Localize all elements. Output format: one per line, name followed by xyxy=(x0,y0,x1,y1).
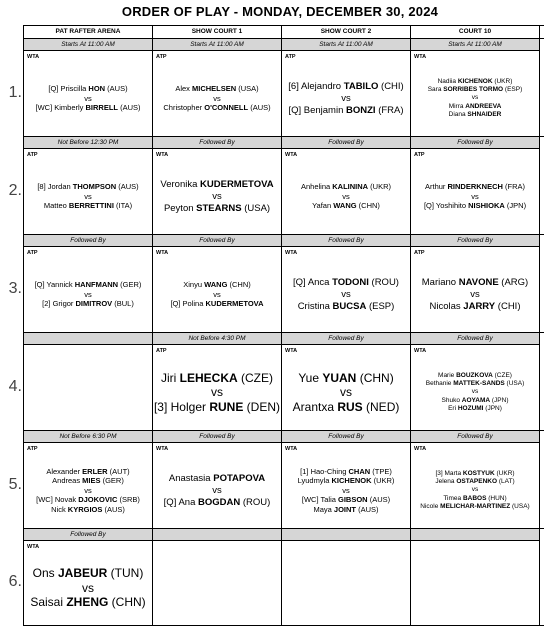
match-players xyxy=(411,159,539,234)
tour-label: ATP xyxy=(27,446,38,452)
player-name: Lyudmyla KICHENOK (UKR) xyxy=(297,476,395,486)
match-cell xyxy=(24,529,153,625)
tour-label: ATP xyxy=(27,152,38,158)
match-cell xyxy=(282,39,411,136)
tour-label: WTA xyxy=(156,250,169,256)
match-players xyxy=(153,355,281,430)
start-time-bar: Followed By xyxy=(411,235,539,247)
court-header-row xyxy=(24,26,544,38)
player-name: Arantxa RUS (NED) xyxy=(292,399,400,414)
start-time-bar: Starts At 11:00 AM xyxy=(411,39,539,51)
start-time-bar xyxy=(411,529,539,541)
vs-label: vs xyxy=(341,288,351,300)
tour-label: ATP xyxy=(156,348,167,354)
player-name: Alex MICHELSEN (USA) xyxy=(175,84,259,94)
player-name: Bethanie MATTEK-SANDS (USA) xyxy=(425,380,525,388)
court-header: PAT RAFTER ARENA xyxy=(24,26,153,38)
vs-label: vs xyxy=(212,190,222,202)
start-time-bar: Not Before 12:30 PM xyxy=(24,137,152,149)
start-time-bar: Starts At 11:00 AM xyxy=(153,39,281,51)
player-name: [2] Grigor DIMITROV (BUL) xyxy=(42,299,134,309)
start-time-bar: Followed By xyxy=(282,137,410,149)
match-cell xyxy=(282,137,411,234)
player-name: Matteo BERRETTINI (ITA) xyxy=(43,201,133,211)
tour-label: WTA xyxy=(285,152,298,158)
tour-label: WTA xyxy=(27,54,40,60)
schedule-row xyxy=(8,38,544,136)
tour-label: WTA xyxy=(27,544,40,550)
tour-label: ATP xyxy=(414,250,425,256)
player-name: [3] Marta KOSTYUK (UKR) xyxy=(435,469,515,477)
match-cell xyxy=(24,431,153,528)
empty-slot xyxy=(153,541,281,625)
player-name: Yue YUAN (CHN) xyxy=(298,370,394,385)
empty-slot xyxy=(282,541,410,625)
start-time-bar: Not Before 4:30 PM xyxy=(153,333,281,345)
player-name: Shuko AOYAMA (JPN) xyxy=(441,396,509,404)
start-time-bar xyxy=(282,529,410,541)
match-cell xyxy=(24,39,153,136)
player-name: [Q] Benjamin BONZI (FRA) xyxy=(288,104,404,116)
player-name: [Q] Anca TODONI (ROU) xyxy=(293,276,399,288)
match-cell xyxy=(153,431,282,528)
player-name: Andreas MIES (GER) xyxy=(52,476,124,486)
player-name: Nick KYRGIOS (AUS) xyxy=(51,504,125,514)
player-name: Anhelina KALININA (UKR) xyxy=(300,182,392,192)
player-name: Jiri LEHECKA (CZE) xyxy=(160,370,273,385)
vs-label: vs xyxy=(340,385,352,400)
match-players xyxy=(411,453,539,528)
tour-label: ATP xyxy=(414,152,425,158)
vs-label: vs xyxy=(84,191,92,201)
vs-label: vs xyxy=(84,485,92,495)
player-name: Maya JOINT (AUS) xyxy=(313,504,379,514)
tour-label: ATP xyxy=(27,250,38,256)
vs-label: vs xyxy=(342,485,350,495)
player-name: [Q] Polina KUDERMETOVA xyxy=(170,299,264,309)
player-name: [WC] Novak DJOKOVIC (SRB) xyxy=(36,495,140,505)
match-cell xyxy=(411,529,540,625)
player-name: Mirra ANDREEVA xyxy=(448,102,502,110)
player-name: Anastasia POTAPOVA xyxy=(168,472,266,484)
player-name: Ons JABEUR (TUN) xyxy=(32,566,144,581)
match-players xyxy=(411,355,539,430)
player-name: [WC] Kimberly BIRRELL (AUS) xyxy=(35,103,141,113)
match-players xyxy=(411,61,539,136)
court-header: SHOW COURT 2 xyxy=(282,26,411,38)
player-name: Saisai ZHENG (CHN) xyxy=(30,595,146,610)
match-cell xyxy=(411,39,540,136)
vs-label: vs xyxy=(471,486,479,494)
player-name: Xinyu WANG (CHN) xyxy=(183,280,251,290)
order-of-play-grid xyxy=(8,25,544,626)
tour-label: ATP xyxy=(156,54,167,60)
tour-label: WTA xyxy=(285,446,298,452)
match-players xyxy=(282,355,410,430)
tour-label: WTA xyxy=(156,152,169,158)
match-players xyxy=(282,61,410,136)
row-number: 3. xyxy=(8,279,22,297)
match-cell xyxy=(153,235,282,332)
schedule-row xyxy=(8,430,544,528)
match-players xyxy=(24,159,152,234)
empty-slot xyxy=(411,541,539,625)
player-name: Timea BABOS (HUN) xyxy=(443,494,507,502)
match-cell xyxy=(411,235,540,332)
vs-label: vs xyxy=(84,289,92,299)
player-name: Nicolas JARRY (CHI) xyxy=(429,300,521,312)
match-players xyxy=(153,257,281,332)
player-name: Diana SHNAIDER xyxy=(448,110,502,118)
tour-label: WTA xyxy=(285,250,298,256)
tour-label: WTA xyxy=(414,348,427,354)
tour-label: WTA xyxy=(414,54,427,60)
start-time-bar: Followed By xyxy=(24,235,152,247)
vs-label: vs xyxy=(342,191,350,201)
player-name: Jelena OSTAPENKO (LAT) xyxy=(435,478,515,486)
match-cell xyxy=(411,333,540,430)
player-name: Nicole MELICHAR-MARTINEZ (USA) xyxy=(420,502,530,510)
start-time-bar: Followed By xyxy=(282,333,410,345)
start-time-bar: Followed By xyxy=(282,235,410,247)
empty-slot xyxy=(24,345,152,430)
match-cell xyxy=(153,529,282,625)
player-name: [Q] Priscilla HON (AUS) xyxy=(48,84,128,94)
match-cell xyxy=(153,333,282,430)
start-time-bar: Followed By xyxy=(411,431,539,443)
start-time-bar xyxy=(24,333,152,345)
vs-label: vs xyxy=(213,93,221,103)
match-cell xyxy=(153,39,282,136)
schedule-row xyxy=(8,234,544,332)
start-time-bar xyxy=(153,529,281,541)
match-players xyxy=(153,159,281,234)
match-players xyxy=(24,453,152,528)
tour-label: WTA xyxy=(156,446,169,452)
vs-label: vs xyxy=(212,484,222,496)
match-players xyxy=(153,453,281,528)
match-players xyxy=(282,257,410,332)
player-name: Alexander ERLER (AUT) xyxy=(46,466,130,476)
match-cell xyxy=(282,431,411,528)
player-name: [Q] Yannick HANFMANN (GER) xyxy=(34,280,142,290)
match-cell xyxy=(24,333,153,430)
row-number: 2. xyxy=(8,181,22,199)
player-name: [1] Hao-Ching CHAN (TPE) xyxy=(300,466,392,476)
match-players xyxy=(24,257,152,332)
start-time-bar: Starts At 11:00 AM xyxy=(24,39,152,51)
match-cell xyxy=(282,235,411,332)
start-time-bar: Followed By xyxy=(411,137,539,149)
page-title: ORDER OF PLAY - MONDAY, DECEMBER 30, 2024 xyxy=(121,4,439,19)
court-header: SHOW COURT 1 xyxy=(153,26,282,38)
tour-label: ATP xyxy=(285,54,296,60)
match-cell xyxy=(24,235,153,332)
player-name: [Q] Ana BOGDAN (ROU) xyxy=(163,496,271,508)
vs-label: vs xyxy=(84,93,92,103)
vs-label: vs xyxy=(471,191,479,201)
match-cell xyxy=(153,137,282,234)
player-name: Sara SORRIBES TORMO (ESP) xyxy=(427,86,523,94)
player-name: Eri HOZUMI (JPN) xyxy=(448,404,502,412)
player-name: Yafan WANG (CHN) xyxy=(312,201,380,211)
match-cell xyxy=(24,137,153,234)
match-cell xyxy=(282,333,411,430)
row-number: 4. xyxy=(8,377,22,395)
schedule-row xyxy=(8,528,544,626)
player-name: [WC] Talia GIBSON (AUS) xyxy=(301,495,391,505)
schedule-row xyxy=(8,332,544,430)
match-cell xyxy=(411,431,540,528)
match-cell xyxy=(411,137,540,234)
player-name: [8] Jordan THOMPSON (AUS) xyxy=(37,182,139,192)
match-players xyxy=(282,159,410,234)
start-time-bar: Starts At 11:00 AM xyxy=(282,39,410,51)
match-players xyxy=(411,257,539,332)
vs-label: vs xyxy=(211,385,223,400)
vs-label: vs xyxy=(82,580,94,595)
start-time-bar: Not Before 6:30 PM xyxy=(24,431,152,443)
schedule-row xyxy=(8,136,544,234)
vs-label: vs xyxy=(471,94,479,102)
court-header: COURT 10 xyxy=(411,26,540,38)
start-time-bar: Followed By xyxy=(153,137,281,149)
tour-label: WTA xyxy=(414,446,427,452)
match-players xyxy=(24,551,152,625)
player-name: Christopher O'CONNELL (AUS) xyxy=(163,103,271,113)
start-time-bar: Followed By xyxy=(153,431,281,443)
player-name: Veronika KUDERMETOVA xyxy=(160,178,274,190)
player-name: Marie BOUZKOVA (CZE) xyxy=(438,371,512,379)
player-name: Arthur RINDERKNECH (FRA) xyxy=(424,182,526,192)
vs-label: vs xyxy=(341,92,351,104)
match-cell xyxy=(282,529,411,625)
start-time-bar: Followed By xyxy=(24,529,152,541)
player-name: [Q] Yoshihito NISHIOKA (JPN) xyxy=(423,201,527,211)
row-number: 6. xyxy=(8,573,22,590)
match-players xyxy=(282,453,410,528)
tour-label: WTA xyxy=(285,348,298,354)
start-time-bar: Followed By xyxy=(411,333,539,345)
player-name: Nadiia KICHENOK (UKR) xyxy=(437,77,513,85)
match-players xyxy=(153,61,281,136)
player-name: Cristina BUCSA (ESP) xyxy=(297,300,395,312)
player-name: Peyton STEARNS (USA) xyxy=(163,202,271,214)
start-time-bar: Followed By xyxy=(282,431,410,443)
row-number: 1. xyxy=(8,83,22,101)
player-name: [6] Alejandro TABILO (CHI) xyxy=(288,80,404,92)
player-name: Mariano NAVONE (ARG) xyxy=(421,276,529,288)
match-players xyxy=(24,61,152,136)
vs-label: vs xyxy=(471,388,479,396)
start-time-bar: Followed By xyxy=(153,235,281,247)
row-number: 5. xyxy=(8,475,22,493)
vs-label: vs xyxy=(213,289,221,299)
vs-label: vs xyxy=(470,288,480,300)
player-name: [3] Holger RUNE (DEN) xyxy=(153,399,281,414)
